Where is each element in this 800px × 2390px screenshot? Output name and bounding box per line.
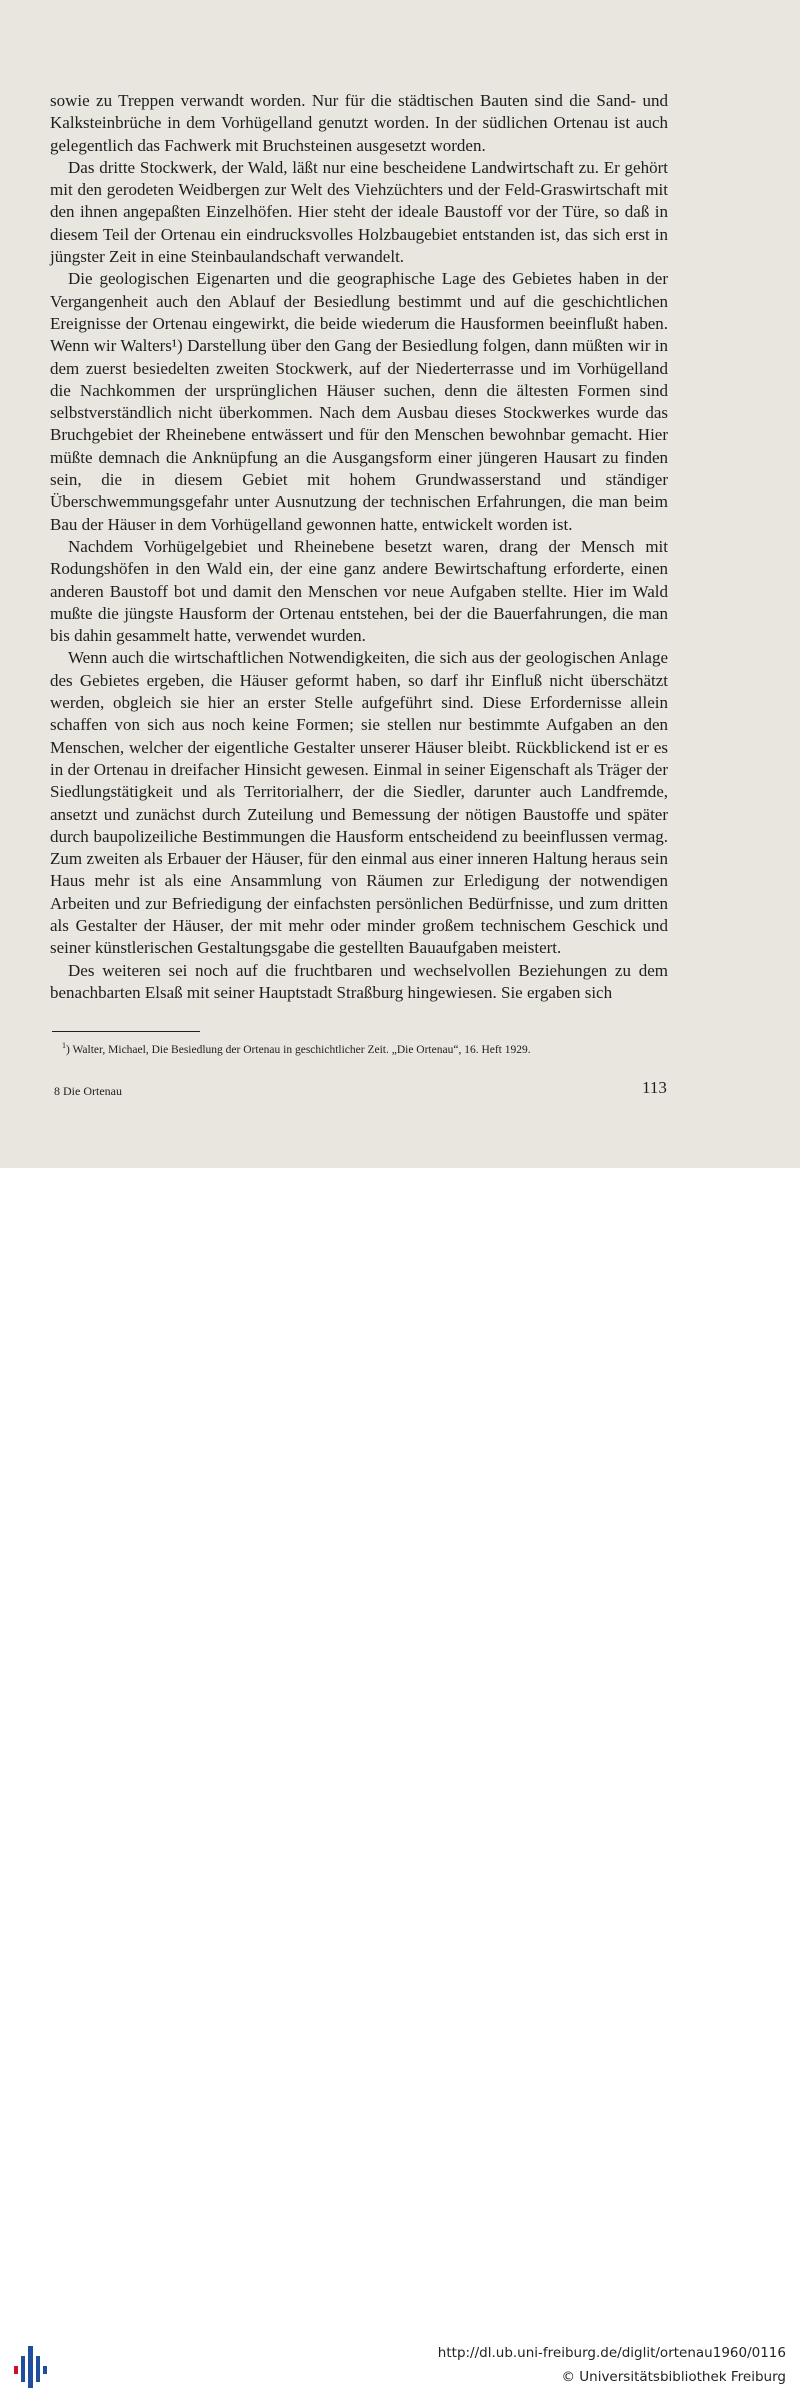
footer-bar bbox=[0, 1168, 800, 2385]
paragraph: Die geologischen Eigenarten und die geographische Lage des Gebietes haben in der Vergangenheit auch den Ablauf der Besiedlung bestimmt und auf die geschichtlichen Ereignisse der Ortenau eingewirkt, die beide wiederum die Hausformen beeinflußt haben. Wenn wir Walters¹) Darstellung über den Gang der Besiedlung folgen, dann müßten wir in dem zuerst besiedelten zweiten Stockwerk, auf der Niederterrasse und im Vorhügelland die Nachkommen der ursprünglichen Häuser suchen, denn die ältesten Formen sind selbstverständlich nicht überkommen. Nach dem Ausbau dieses Stockwerkes wurde das Bruchgebiet der Rheinebene entwässert und für den Menschen bewohnbar gemacht. Hier müßte demnach die Anknüpfung an die Ausgangsform einer jüngeren Hausart zu finden sein, die in diesem Gebiet mit hohem Grundwasserstand und ständiger Überschwemmungsgefahr unter Ausnutzung der technischen Erfahrungen, die man beim Bau der Häuser in dem Vorhügelland gewonnen hatte, entwickelt worden ist. bbox=[50, 269, 668, 534]
page-number: 113 bbox=[642, 1078, 667, 1097]
footnote-text: ) Walter, Michael, Die Besiedlung der Ortenau in geschichtlicher Zeit. „Die Ortenau“, 16. Heft 1929. bbox=[66, 1043, 531, 1056]
footnote bbox=[62, 1041, 662, 1056]
paragraph: Das dritte Stockwerk, der Wald, läßt nur eine bescheidene Landwirtschaft zu. Er gehört mit den gerodeten Weidbergen zur Welt des Viehzüchters und der Feld-Graswirtschaft mit den ihnen angepaßten Einzelhöfen. Hier steht der ideale Baustoff vor der Türe, so daß in diesem Teil der Ortenau ein eindrucksvolles Holzbaugebiet entstanden ist, das sich erst in jüngster Zeit in eine Steinbaulandschaft verwandelt. bbox=[50, 157, 668, 267]
paragraph: Wenn auch die wirtschaftlichen Notwendigkeiten, die sich aus der geologischen Anlage des Gebietes ergeben, die Häuser geformt haben, so darf ihr Einfluß nicht überschätzt werden, obgleich sie hier an erster Stelle aufgeführt sind. Diese Erfordernisse allein schaffen von sich aus noch keine Formen; sie stellen nur bestimmte Aufgaben an den Menschen, welcher der eigentliche Gestalter unserer Häuser bleibt. Rückblickend ist er es in der Ortenau in dreifacher Hinsicht gewesen. Einmal in seiner Eigenschaft als Träger der Siedlungstätigkeit und als Territorialherr, der die Siedler, darunter auch Landfremde, ansetzt und zunächst durch Zuteilung und Bemessung der nötigen Baustoffe und später durch baupolizeiliche Bestimmungen die Hausform entscheidend zu beeinflussen vermag. Zum zweiten als Erbauer der Häuser, für den einmal aus einer inneren Haltung heraus sein Haus mehr ist als eine Ansammlung von Räumen zur Erledigung der notwendigen Arbeiten und zur Befriedigung der einfachsten persönlichen Bedürfnisse, und zum dritten als Gestalter der Häuser, der mit mehr oder minder großem technischem Geschick und seiner künstlerischen Gestaltungsgabe die gestellten Bauaufgaben meistert. bbox=[50, 648, 668, 958]
source-url-link[interactable]: http://dl.ub.uni-freiburg.de/diglit/ortenau1960/0116 bbox=[437, 2345, 786, 2361]
body-text bbox=[50, 90, 668, 1004]
footnote-marker: 1 bbox=[62, 1041, 66, 1050]
printer-signature: 8 Die Ortenau bbox=[54, 1084, 122, 1098]
copyright-notice: © Universitätsbibliothek Freiburg bbox=[561, 2369, 786, 2385]
footnote-divider bbox=[52, 1031, 200, 1032]
scanned-page bbox=[0, 0, 800, 1168]
paragraph: sowie zu Treppen verwandt worden. Nur für die städtischen Bauten sind die Sand- und Kalksteinbrüche in dem Vorhügelland genutzt worden. In der südlichen Ortenau ist auch gelegentlich das Fachwerk mit Bruchsteinen ausgesetzt worden. bbox=[50, 91, 668, 155]
university-library-logo-icon bbox=[10, 2344, 50, 2390]
paragraph: Des weiteren sei noch auf die fruchtbaren und wechselvollen Beziehungen zu dem benachbarten Elsaß mit seiner Hauptstadt Straßburg hingewiesen. Sie ergaben sich bbox=[50, 960, 668, 1002]
paragraph: Nachdem Vorhügelgebiet und Rheinebene besetzt waren, drang der Mensch mit Rodungshöfen in den Wald ein, der eine ganz andere Bewirtschaftung erforderte, einen anderen Baustoff bot und damit den Menschen vor neue Aufgaben stellte. Hier im Wald mußte die jüngste Hausform der Ortenau entstehen, bei der die Bauerfahrungen, die man bis dahin gesammelt hatte, verwendet wurden. bbox=[50, 536, 668, 646]
